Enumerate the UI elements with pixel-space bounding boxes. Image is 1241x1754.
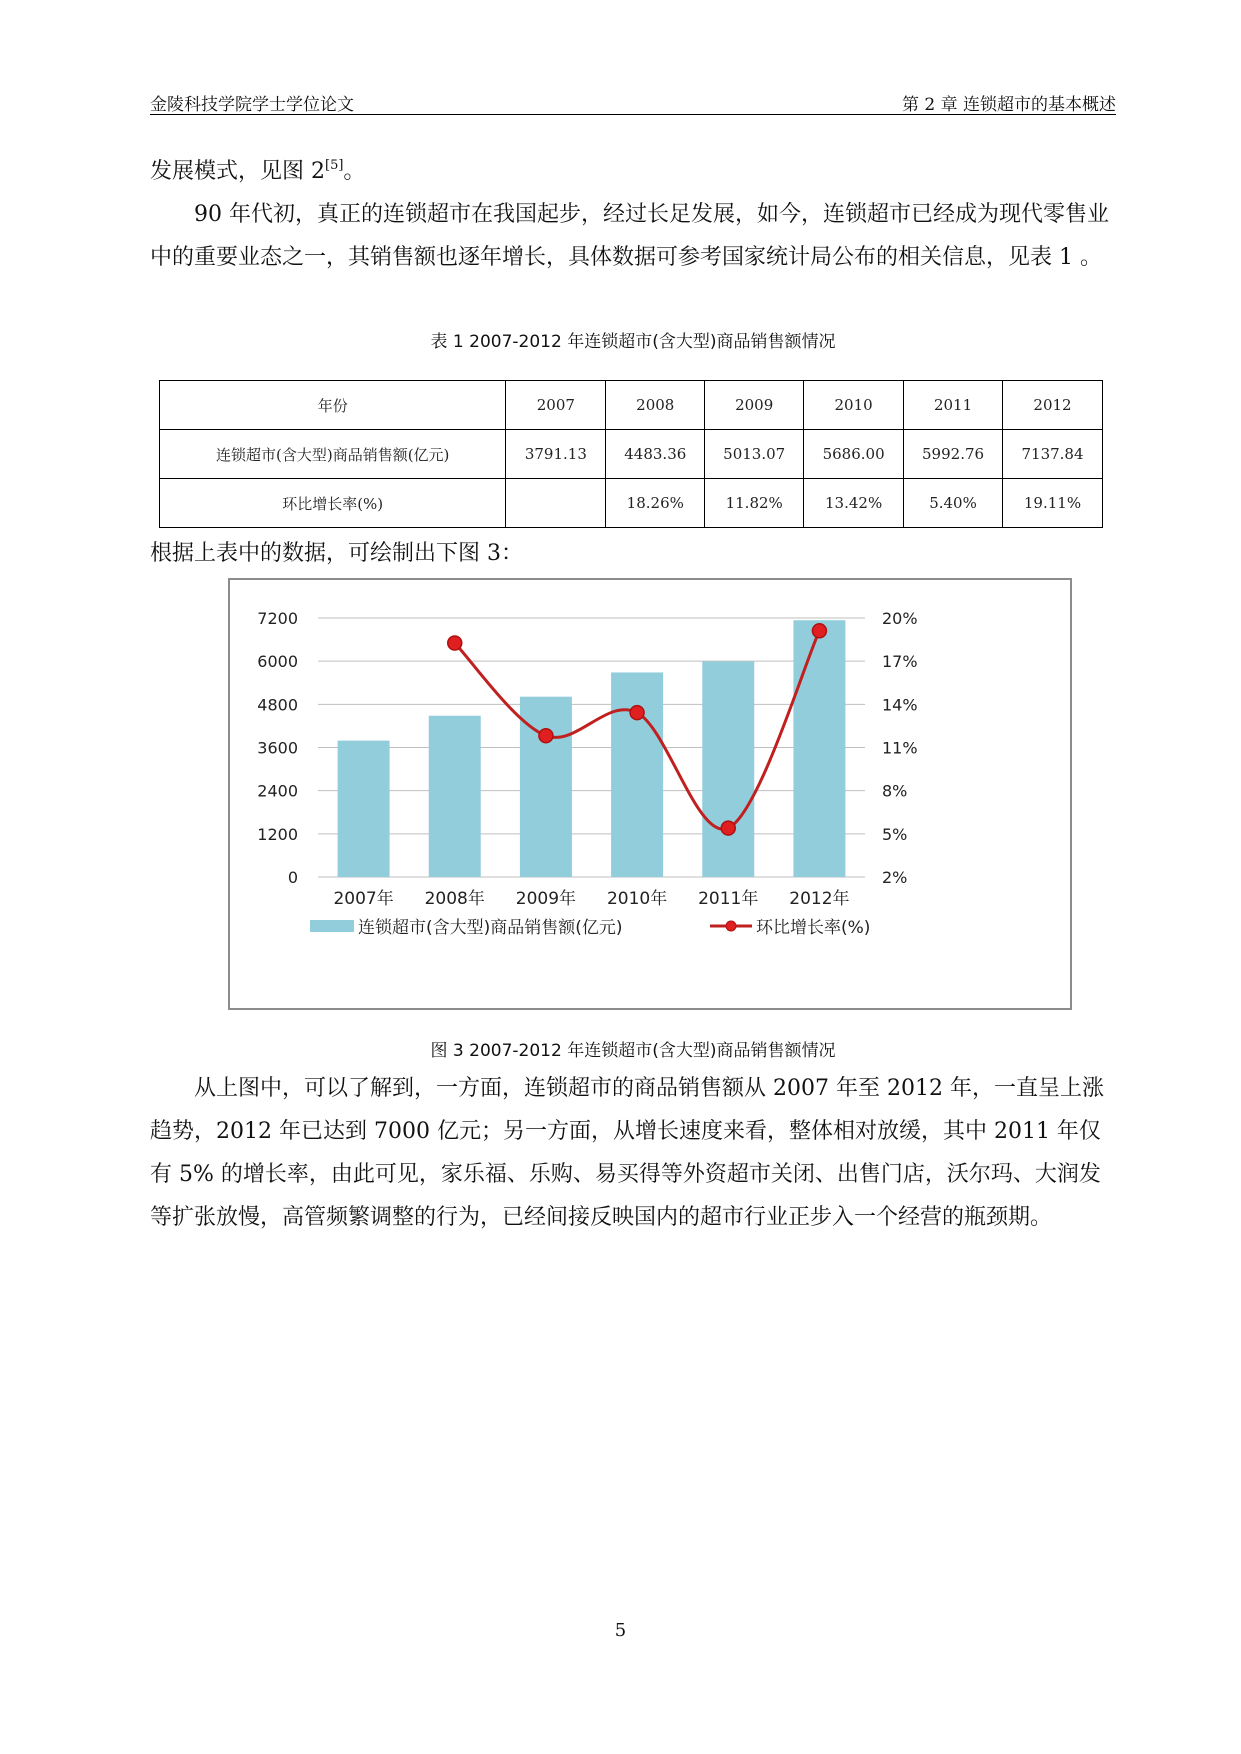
sales-table-body [160,381,1103,528]
right-axis-tick-label: 11% [882,738,918,758]
table-cell: 2012 [1003,381,1103,430]
table-cell: 5.40% [904,479,1003,528]
table-row [160,479,1103,528]
table-cell: 2008 [606,381,705,430]
page-header [150,88,1116,115]
paragraph-2: 90 年代初，真正的连锁超市在我国起步，经过长足发展，如今，连锁超市已经成为现代零售业中的重要业态之一，其销售额也逐年增长，具体数据可参考国家统计局公布的相关信息，见表 1 。 [150,202,1109,270]
table-row [160,430,1103,479]
table-row-header: 年份 [160,381,506,430]
right-axis-tick-label: 17% [882,652,918,672]
table-cell: 18.26% [606,479,705,528]
table-cell: 2010 [804,381,904,430]
right-axis-tick-label: 14% [882,695,918,715]
table-cell: 3791.13 [506,430,606,479]
right-axis-tick-label: 5% [882,824,908,844]
left-axis-tick-label: 6000 [257,652,298,672]
left-axis-tick-label: 7200 [257,609,298,628]
x-axis-tick-label: 2008年 [424,889,485,909]
left-axis-tick-label: 0 [287,868,298,887]
growth-rate-point [812,624,826,638]
left-axis-tick-label: 3600 [257,738,298,758]
growth-rate-point [630,706,644,720]
table-row-header: 环比增长率(%) [160,479,506,528]
chart-bar [611,672,663,877]
page-number: 5 [614,1620,627,1641]
header-right: 第 2 章 连锁超市的基本概述 [901,95,1116,115]
table-cell: 7137.84 [1003,430,1103,479]
x-axis-tick-label: 2007年 [333,889,394,909]
x-axis-tick-label: 2010年 [606,889,668,909]
right-axis-tick-label: 20% [882,609,918,628]
paragraph-1-tail: 。 [343,159,366,184]
paragraph-4: 从上图中，可以了解到，一方面，连锁超市的商品销售额从 2007 年至 2012 年，一直呈上涨趋势，2012 年已达到 7000 亿元；另一方面，从增长速度来看，整体相对放缓，其中 2011 年仅有 5% 的增长率，由此可见，家乐福、乐购、易买得等外资超市关闭、出售门店，沃尔玛、大润发等扩张放慢，高管频繁调整的行为，已经间接反映国内的超市行业正步入一个经营的瓶颈期。 [150,1076,1104,1230]
x-axis-tick-label: 2009年 [515,889,577,909]
chart-bar [793,620,845,877]
table-row [160,381,1103,430]
table-cell: 5992.76 [904,430,1003,479]
legend-line-label: 环比增长率(%) [756,918,871,938]
legend-bar-label: 连锁超市(含大型)商品销售额(亿元) [358,918,623,938]
table-cell [506,479,606,528]
growth-rate-point [539,729,553,743]
paragraph-1-text: 发展模式，见图 2 [150,159,325,184]
x-axis-tick-label: 2011年 [698,889,759,909]
paragraph-1 [150,150,1116,193]
right-axis-tick-label: 2% [882,868,908,887]
sales-chart [228,578,1072,1010]
table-caption: 表 1 2007-2012 年连锁超市(含大型)商品销售额情况 [430,332,836,352]
table-row-header: 连锁超市(含大型)商品销售额(亿元) [160,430,506,479]
table-cell: 2007 [506,381,606,430]
chart-svg [230,580,1070,1008]
chart-bar [429,716,481,877]
right-axis-tick-label: 8% [882,781,908,801]
table-cell: 4483.36 [606,430,705,479]
left-axis-tick-label: 2400 [257,781,298,801]
table-cell: 2011 [904,381,1003,430]
paragraph-3: 根据上表中的数据，可绘制出下图 3： [150,541,523,566]
legend-line-marker [726,921,736,931]
table-cell: 2009 [705,381,804,430]
growth-rate-point [721,821,735,835]
table-cell: 5686.00 [804,430,904,479]
header-left: 金陵科技学院学士学位论文 [150,95,354,115]
legend-bar-swatch [310,920,354,932]
chart-bar [338,741,390,877]
table-cell: 13.42% [804,479,904,528]
x-axis-tick-label: 2012年 [789,889,850,909]
table-cell: 5013.07 [705,430,804,479]
growth-rate-point [448,636,462,650]
left-axis-tick-label: 1200 [257,824,298,844]
sales-table [159,380,1103,528]
citation-ref[interactable]: [5] [325,158,344,173]
left-axis-tick-label: 4800 [257,695,298,715]
table-cell: 11.82% [705,479,804,528]
figure-caption: 图 3 2007-2012 年连锁超市(含大型)商品销售额情况 [430,1041,836,1061]
chart-bar [702,661,754,877]
table-cell: 19.11% [1003,479,1103,528]
